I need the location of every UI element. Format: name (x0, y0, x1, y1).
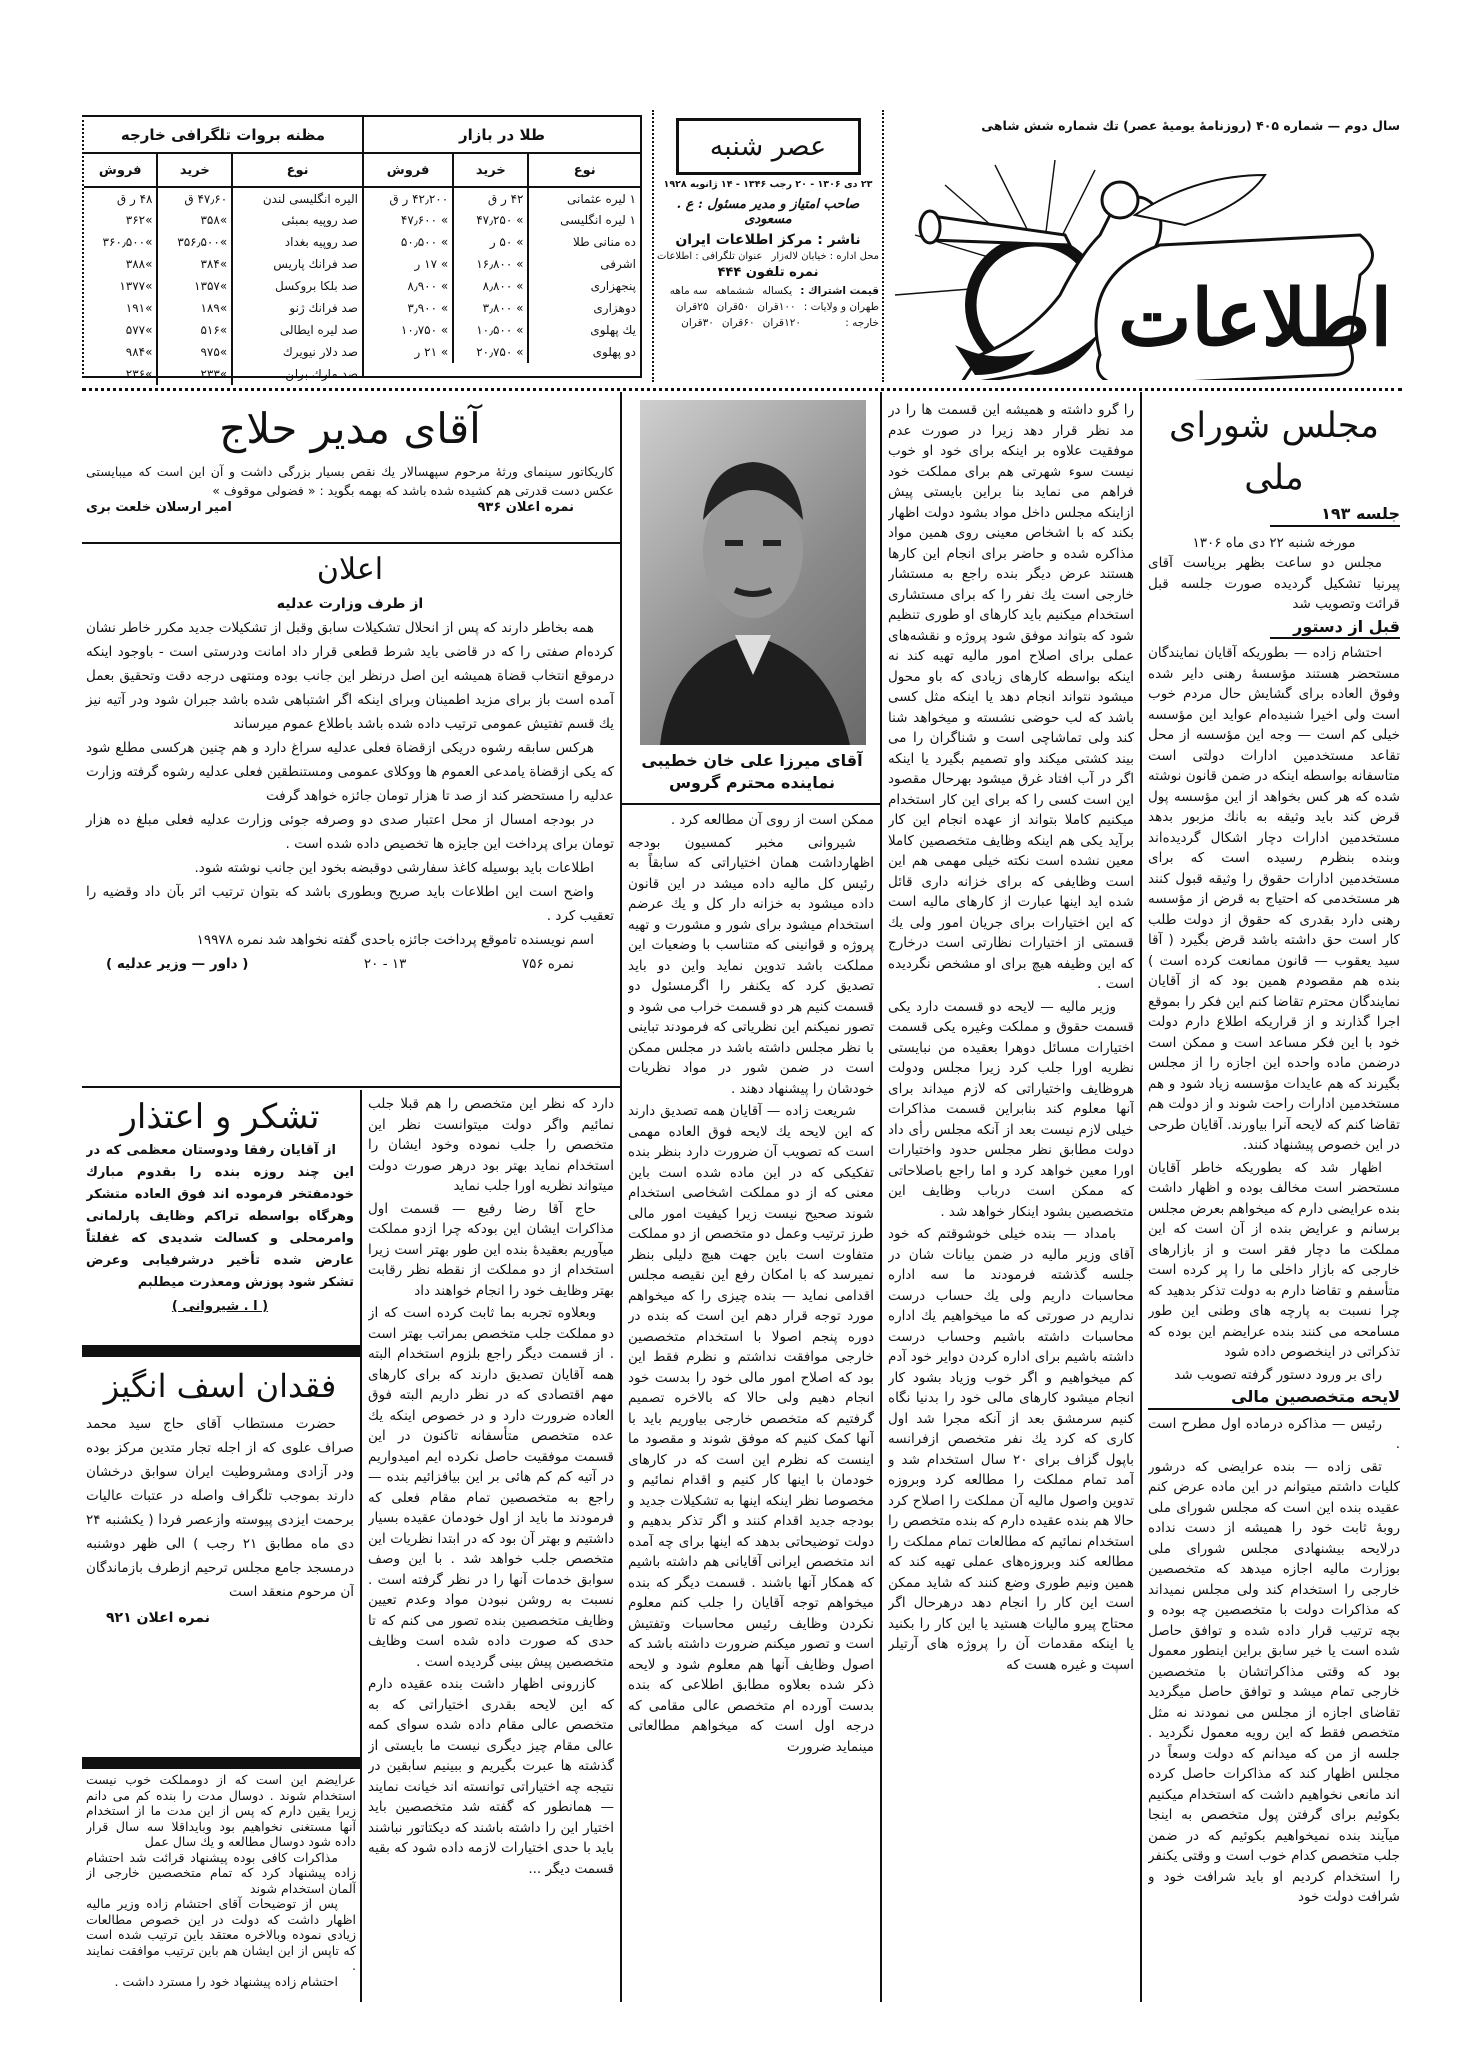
session-date: مورخه شنبه ۲۲ دی ماه ۱۳۰۶ (1192, 534, 1356, 551)
paragraph: وبعلاوه تجربه بما ثابت کرده است که از دو مملکت جلب متخصص بمراتب بهتر است . از قسمت دیگر راجع بلزوم استخدام البته همه آقایان تصدیق دارند که برای کارهای مهم اقتصادی که در نظر داریم البته فوق العاده ضرورت دارد و در خصوص اینکه یك عده متخصص متأسفانه تاکنون در این قسمت موفقیت حاصل نکرده ایم امیدواریم در آتیه کم کم هائی بر این بیافزائیم بنده — راجع به متخصصین تمام مقام فعلی که فرمودند ما باید از اول خودمان عقیده بسیار داشتیم و بهتر آن بود که در ابتدا نظریات این متخصص جلب خواهد شد . با این وصف سوابق خدمات آنها را در نظر گرفته است . نسبت به روشن نبودن مواد وعدم تعیین وظایف متخصصین بنده تصور می کنم که تا حدی که صورت داده شده است وظایف متخصصین پیش بینی گردیده است . (368, 1305, 614, 1670)
justice-announcement (86, 548, 614, 976)
hallaj-body: کاریکاتور سینمای ورثهٔ مرحوم سپهسالار یك نقص بسیار بزرگی داشت و آن این است که میبایستی عکس دست قدرتی هم کشیده شده باشد که بهمه بگوید : « فضولی موقوف » (86, 464, 614, 498)
table-row (84, 275, 362, 297)
subscription-prices (657, 283, 879, 331)
table-cell: »۹۷۵ (157, 341, 232, 363)
table-cell: ۴۲٫۲۰۰ ر ق (389, 191, 449, 206)
table-row (84, 231, 362, 253)
table-cell: »۹۸۴ (125, 345, 153, 359)
announcement-title: اعلان (316, 552, 384, 587)
table-cell: »۳۵۶٫۵۰۰ (157, 231, 232, 253)
table-row (364, 341, 640, 363)
thanks-title: تشکر و اعتذار (120, 1097, 320, 1137)
column-divider (880, 392, 882, 2002)
paragraph: تقی زاده — بنده عرایضی که درشور کلیات داشتم میتوانم در این ماده عرض کنم عقیده بنده این است که مجلس شورای ملی روبهٔ ثابت خود را همیشه از دست نداده درلایحه بیشنهادی مجلس شورای ملی بوزارت مالیه اجازه میدهد که متخصصین خارجی را استخدام کند ولی مجلس نمیداند که مذاکرات دولت با متخصصین چه بوده و بچه ترتیب قرار داده شده و توافق حاصل شده است یا خیر سابق براین اینطور معمول بود که وقتی مذاکراتشان با متخصصین خارجی تمام میشد و توافق حاصل میگردید تقاضای اجازه از مجلس می نمودند نه مثل متخصص فقط که این رویه معمول نگردید . جلسه از من که میدانم که دولت وسعاً در مجلس اظهار کند که مذاکرات حاصل کرده اند مانعی نخواهیم داشت که استخدام میکنیم بکوئیم برای گرفتن پول متخصص به اینجا میآیند بنده نمیخواهیم بکوئیم که در ضمن جلب متخصص کدام خوب است و وقتی یکنفر را استخدام کردیم او باید شرافت خود و شرافت دولت خود (1148, 1458, 1400, 1905)
table-row (84, 319, 362, 341)
table-cell: یك پهلوی (528, 319, 640, 341)
office-address: محل اداره : خیابان لاله‌زار (771, 251, 879, 262)
ad-number: نمره اعلان ۹۳۶ (477, 500, 574, 515)
signature: ( ا . شیروانی ) (171, 1299, 269, 1314)
ad-number: نمره اعلان ۹۲۱ (106, 1610, 210, 1626)
column-header: نوع (232, 153, 362, 187)
table-cell: صد فرانك پاریس (232, 253, 362, 275)
paragraph: اطلاعات باید بوسیله کاغذ سفارشی دوقبضه بخود این جانب نوشته شود. (194, 860, 594, 876)
paragraph: از آقایان رفقا ودوستان معظمی که در این چند روزه بنده را بقدوم مبارك خودمفتخر فرموده اند فوق العاده متشکر وهرگاه بواسطه تراکم وظایف پارلمانی وامرمحلی و کسالت شدیدی که غفلتاً عارض شده تأخیر درشرفیابی وعرض تشکر شود پوزش ومعذرت میطلبم (86, 1143, 354, 1290)
table-cell: » ۳٫۸۰۰ (453, 297, 528, 319)
phone-number: نمره تلفون ۴۴۴ (717, 265, 819, 280)
announcement-number: نمره ۷۵۶ (521, 956, 574, 972)
table-cell: صد مارك برلن (232, 363, 362, 385)
table-cell: الیره انگلیسی لندن (232, 187, 362, 209)
price: ۲۵قران (675, 301, 709, 313)
table-row (364, 275, 640, 297)
column-header: خرید (453, 153, 528, 187)
paragraph: در بودجه امسال از محل اعتبار صدی دو وصرفه جوئی وزارت عدلیه فعلی مبلغ ده هزار تومان برای پرداخت این جایزه ها تخصیص داده شده است . (86, 812, 614, 852)
signature: ( داور — وزیر عدلیه ) (106, 956, 249, 972)
table-cell: صد روپیه بمبئی (232, 209, 362, 231)
masthead-info (652, 110, 884, 382)
table-cell: »۳۶۰٫۵۰۰ (102, 235, 153, 249)
gold-table-title: طلا در بازار (364, 117, 640, 153)
obituary-title: فقدان اسف انگیز (103, 1367, 337, 1405)
table-cell: »۱۹۱ (125, 301, 153, 315)
majlis-article (1148, 400, 1400, 2000)
header-divider (82, 388, 1402, 392)
table-cell: »۱۳۵۷ (157, 275, 232, 297)
table-row (84, 341, 362, 363)
issue-line: سال دوم — شماره ۴۰۵ (روزنامهٔ یومیهٔ عصر) تك شماره شش شاهی (981, 118, 1400, 133)
subheading: لایحه متخصصین مالی (1148, 1387, 1400, 1410)
section-divider (82, 1757, 360, 1769)
paragraph: احتشام زاده — بطوریکه آقایان نمایندگان مستحضر هستند مؤسسهٔ رهنی دایر شده وفوق العاده برای گشایش حال مردم خوب است ولی اخیرا شنیده‌ام عواید این مؤسسه خیلی کم است — وجه این مؤسسه از محل تقاعد مستخدمین ادارات دولتی است متاسفانه بواسطه اینکه در ضمن قانون نوشته شده که هر کس بخواهد از این مؤسسه پول قرض کند باید وثیقه به بانك مزبور بدهد مستخدمین ادارات دچار اشکال گردیده‌اند وبنده بنظرم رسیده است که برای مستخدمین ادارات حقوق را وثیقه قبول کنند هر مستخدمی که احتیاج به قرض از مؤسسه رهنی دارد بقدری که حقوق از دولت طلب کار است حق داشته باشد قرض بگیرد ( آقا سید یعقوب — قانون ممانعت کرده است ) بنده هم مقصودم همین بود که از آقایان نمایندگان محترم تقاضا کنم این فکر را بموقع اجرا گذارند و از قراریکه اطلاع دارم دولت خود با این فکر مساعد است و ممکن است درضمن ماده واحده این اجازه را از مجلس بگیرند که هم عایدات مؤسسه زیاد شود و هم مستخدمین ادارات راحت شوند و از دولت هم تقاضا کنم که لایحه آنرا بیاورند. آقایان طرحی در این خصوص پیشنهاد کنند. (1148, 645, 1400, 1153)
table-cell: » ۸٫۸۰۰ (453, 275, 528, 297)
period: یکساله (762, 285, 793, 297)
table-row (364, 209, 640, 231)
period: سه ماهه (669, 285, 708, 297)
table-cell: » ۲۱ ر (414, 345, 449, 359)
table-row (84, 187, 362, 209)
paragraph: هرکس سابقه رشوه دریکی ازقضاة فعلی عدلیه سراغ دارد و هم چنین هرکسی مطلع شود که یکی ازقضاة یامدعی العموم ها ووکلای عمومی ومستنطقین فعلی عدلیه رشوه گرفته وزارت عدلیه را مستحضر کند از صد تا هزار تومان جائزه خواهد گرفت (86, 740, 614, 804)
table-cell: پنجهزاری (528, 275, 640, 297)
table-row (364, 187, 640, 209)
table-cell: » ۴۷٫۲۵۰ (453, 209, 528, 231)
table-cell: »۳۵۸ (157, 209, 232, 231)
paragraph: حاج آقا رضا رفیع — قسمت اول مذاکرات ایشان این بودکه چرا ازدو مملکت میآوریم بعقیدهٔ بنده این طور بهتر است زیرا استخدام از دو مملکت از نقطه نظر رقابت بهتر وظایف خود را انجام خواهند داد (368, 1200, 614, 1299)
paragraph: همه بخاطر دارند که پس از انحلال تشکیلات سابق وقبل از تشکیلات جدید مکرر خاطر نشان کرده‌ام صفتی را که در قاضی باید شرط قطعی قرار داد امانت ودرستی است - باوجود اینکه درموقع انتخاب قضاة همیشه این اصل درنظر این جانب بوده ومنتهی درجه دقت وتحقیق بعمل آمده است باز برای مزید اطمینان وبرای اینکه اگر اشتباهی شده باشد جبران شود ودر آتیه نیز یك قسم تفتیش عمومی ترتیب داده شده باشد باطلاع عموم میرساند (86, 620, 614, 732)
table-cell: ۴۲ ر ق (453, 187, 528, 209)
table-cell: ده منانی طلا (528, 231, 640, 253)
table-cell: » ۱۶٫۸۰۰ (453, 253, 528, 275)
price: ۶۰قران (721, 317, 755, 329)
portrait-photo (640, 400, 866, 745)
caption-divider (622, 803, 880, 805)
obituary-notice (86, 1360, 354, 1760)
hallaj-letter (86, 396, 614, 515)
table-row (364, 297, 640, 319)
price: ۳۰قران (681, 317, 714, 329)
experts-debate-continued (86, 1772, 356, 2044)
date-line: ۲۳ دی ۱۳۰۶ - ۲۰ رجب ۱۳۴۶ - ۱۴ ژانویه ۱۹۲۸ (663, 179, 873, 190)
table-cell: »۱۳۷۷ (119, 279, 153, 293)
table-cell: » ۲۰٫۷۵۰ (453, 341, 528, 363)
table-cell: » ۵۰٫۵۰۰ (400, 235, 449, 249)
table-cell: »۲۳۳ (157, 363, 232, 385)
paragraph: اسم نویسنده تاموقع پرداخت جائزه باحدی گفته نخواهد شد نمره ۱۹۹۷۸ (196, 932, 594, 948)
fx-table (84, 117, 362, 381)
table-cell: اشرفی (528, 253, 640, 275)
price: ۵۰قران (716, 301, 750, 313)
paragraph: شیروانی مخبر کمسیون بودجه اظهارداشت همان اختیاراتی که سابقاً به رئیس کل مالیه داده میشد در این قانون داده میشود به خزانه دار کل و یك عرضم استخدام میشود برای شور و مشورت و تهیه پروژه و قوانینی که متناسب با وضعیات این مملکت باشد تدوین نماید واین دو باید تصدیق کرد که یکنفر را اگرمسئول دو قسمت کنیم هر دو قسمت خراب می شود و تصور نمیکنم این نظریاتی که فرمودند تباینی با نظر مجلس داشته باشد در مجلس ممکن است در ضمن شور در مواد نظریات خودشان را پیشنهاد دهند . (628, 834, 874, 1097)
section-divider (82, 1345, 360, 1357)
period: ششماهه (715, 285, 755, 297)
table-cell: صد فرانك ژنو (232, 297, 362, 319)
office-line (657, 251, 879, 262)
price: ۱۰۰قران (757, 301, 796, 313)
day-box: عصر شنبه (676, 118, 861, 175)
telegraph-address: عنوان تلگرافی : اطلاعات (657, 251, 763, 262)
table-cell: » ۱۷ ر (414, 257, 449, 271)
column-divider (1140, 392, 1142, 2002)
table-cell: » ۴۷٫۶۰۰ (400, 213, 449, 227)
table-cell: صد بلکا بروکسل (232, 275, 362, 297)
table-cell: » ۳٫۹۰۰ (407, 301, 449, 315)
table-cell: ۴۸ ر ق (116, 191, 153, 206)
price: ۱۲۰قران (762, 317, 801, 329)
table-cell: »۵۷۷ (125, 323, 153, 337)
gold-table (362, 117, 640, 376)
column-header: فروش (364, 153, 453, 187)
paragraph: شریعت زاده — آقایان همه تصدیق دارند که این لایحه یك لایحه فوق العاده مهمی است که تصویب آن ضرورت دارد بنظر بنده تفکیکی که در این ماده شده است باین معنی که از دو مملکت اشخاصی استخدام شوند صحیح نیست زیرا کیفیت امور مالی طرز ترتیب وعمل دو متخصص از دو مملکت متفاوت است باین جهت هیچ دلیلی بنظر نمیرسد که با امکان رفع این نقیصه مجلس اقدامی نماید — بنده چیزی را که میخواهم مورد توجه قرار دهم این است که بنده در دوره پنجم اصولا با استخدام متخصصین خارجی موافقت نداشتم و نظرم فقط این بود که اصلاح امور مالی خود را بدست خود انجام دهیم ولی حالا که بالاخره تصمیم گرفتیم که متخصص خارجی بیاوریم باید با آنها کمک کنیم که موفق شوند و مقصود ما اینست که نظرم این است که در کارهای خودمان با اینها کار کنیم و اقدام نمائیم و مخصوصا نظر اینکه اینها به تشکیلات جدید و بودجه جدید اقدام کنند و اگر تذکر بدهیم و دولت توضیحاتی بدهد که اینها برای چه آمده اند متخصص ایرانی آقایانی هم داشته باشیم که همکار آنها باشند . قسمت دیگر که بنده میخواهم توجه آقایان را جلب کنم معلوم نکردن وظایف رئیس محاسبات وتفتیش است و تصور میکنم ضرورت داشته باشد که اصول وظایف آنها هم معلوم شود و لایحه ذکر شده بعلاوه مطابق اطلاعی که بنده بدست آورده ام متخصص عالی مقامی که درجه اول است که میخواهم مطالعاتی مینماید ضرورت (628, 1103, 874, 1755)
owner-line: صاحب امتیاز و مدیر مسئول : ع . مسعودی (676, 197, 860, 227)
table-row (364, 319, 640, 341)
experts-debate-column (368, 1094, 614, 2000)
paragraph: احتشام زاده پیشنهاد خود را مسترد داشت . (114, 1973, 338, 1989)
table-cell: دو پهلوی (528, 341, 640, 363)
subheading: قبل از دستور (1270, 617, 1400, 640)
market-tables (82, 115, 642, 381)
paragraph: مجلس دو ساعت بظهر بریاست آقای پیرنیا تشکیل گردیده صورت جلسه قبل قرائت وتصویب شد (1148, 555, 1400, 612)
paragraph: رای بر ورود دستور گرفته تصویب شد (1174, 1366, 1382, 1383)
portrait-icon (640, 400, 866, 745)
table-cell: » ۱۰٫۷۵۰ (400, 323, 449, 337)
region: خارجه : (845, 317, 879, 329)
hallaj-title: آقای مدیر حلاج (219, 404, 481, 453)
table-cell: صد لیره ایطالی (232, 319, 362, 341)
paragraph: واضح است این اطلاعات باید صریح وبطوری باشد که بتوان ترتیب اثر بآن داد وقضیه را تعقیب کرد . (86, 884, 614, 924)
table-cell: »۵۱۶ (157, 319, 232, 341)
publisher-line: ناشر : مرکز اطلاعات ایران (675, 232, 861, 248)
section-divider (82, 542, 620, 544)
table-row (84, 253, 362, 275)
paragraph: مذاکرات کافی بوده پیشنهاد قرائت شد احتشام زاده پیشنهاد کرد که تمام متخصصین خارجی از آلمان استخدام شوند (86, 1849, 356, 1896)
table-cell: » ۸٫۹۰۰ (407, 279, 449, 293)
table-cell: »۱۸۹ (157, 297, 232, 319)
paragraph: حضرت مستطاب آقای حاج سید محمد صراف علوی که از اجله تجار متدین مرکز بوده ودر آزادی ومشروطیت ایران سوابق درخشان دارند بموجب تلگراف واصله در عتبات عالیات برحمت ایزدی پیوسته وازعصر فردا ( یکشنبه ۲۴ دی ماه مطابق ۲۱ رجب ) الی ظهر دوشنبه درمسجد جامع مجلس ترحیم ازطرف بازماندگان آن مرحوم منعقد است (86, 1416, 354, 1600)
table-cell: » ۵۰ ر (453, 231, 528, 253)
photo-caption (628, 750, 876, 794)
table-row (364, 253, 640, 275)
column-header: فروش (84, 153, 157, 187)
table-row (84, 297, 362, 319)
paragraph: کازرونی اظهار داشت بنده عقیده دارم که این لایحه بقدری اختیاراتی که به متخصص عالی مقام داده شده سوای کمه عالی مقام چیز دیگری نیست ما بایستی از گذشته ها عبرت بگیریم و ببینیم سابقین در نتیجه چه اختیاراتی توانسته اند خیانت نمایند — همانطور که گفته شد متخصصین باید اختیار این را داشته باشند که دیکتاتور نباشند باید با حدی اختیارات لازمه داده شود که بقیه قسمت دیگر ... (368, 1676, 614, 1877)
table-cell: ۱ لیره عثمانی (528, 187, 640, 209)
paragraph: بامداد — بنده خیلی خوشوقتم که خود آقای وزیر مالیه در ضمن بیانات شان در جلسه گذشته فرمودند ما سه اداره محاسبات داریم ولی یك حساب درست نداریم در صورتی که ما میخواهیم یك اداره محاسبات داشته باشیم وحساب درست داشته باشیم برای اداره کردن دوایر خود آدم کم میخواهیم و اگر خوب وزیاد بشود کار انجام میشود کارهای مالی خود را بدنیا نگاه کنیم سرمشق بعد از آنکه مجرا شد اول کاری که کرد یك نفر متخصص ازفرانسه باپول گزاف برای ۲۰ سال استخدام شد و آمد تمام مملکت را مطالعه کرد وبروزه تدوین واصول مالیه آن مملکت را اصلاح کرد حالا هم بنده عقیده دارم که بنده متخصص را استخدام نمائیم که مطالعات تمام مملکت را مطالعه کند وبروزه‌های عملی تهیه کند که همین ونیم طوری وضع کنند که شاید ممکن است این کار را انجام دهد درهرحال اگر محتاج پیرو مالیات هستید یا این کار را بکنید یا اینکه مقدمات آن را پروژه های آرتیلر اسپت و غیره هست که (888, 1226, 1134, 1673)
table-cell: ۴۷٫۶۰ ق (157, 187, 232, 209)
budget-debate-column (628, 810, 874, 2000)
paragraph: ممکن است از روی آن مطالعه کرد . (670, 812, 874, 828)
table-row (84, 209, 362, 231)
table-cell: »۳۸۴ (157, 253, 232, 275)
table-cell: » ۱۰٫۵۰۰ (453, 319, 528, 341)
caption-title: نماینده محترم گروس (668, 773, 836, 792)
paragraph: وزیر مالیه — لایحه دو قسمت دارد یکی قسمت حقوق و مملکت وغیره یکی قسمت اختیارات مسائل دوهرا بعقیده من نبایستی نظریه اورا جلب کرد زیرا مجلس ودولت هروظایف واختیاراتی که لازم میداند برای آنها معلوم کند بنابراین قسمت مذاکرات خیلی لازم نیست بعد از آنکه مجلس رأی داد دولت مطابق نظر مجلس حدود واختیارات اورا معین خواهد کرد و اما راجع باصلاحاتی که ممکن است درباب وظایف این متخصصین بشود اینکار خواهد شد . (888, 998, 1134, 1220)
announcement-date: ۱۳ - ۲۰ (363, 956, 407, 972)
table-row (364, 231, 640, 253)
column-header: نوع (528, 153, 640, 187)
thanks-notice (86, 1094, 354, 1344)
hallaj-footer (86, 500, 614, 515)
table-cell: »۳۸۸ (125, 257, 153, 271)
column-divider (620, 392, 622, 2002)
signature: امیر ارسلان خلعت بری (86, 500, 232, 515)
paragraph: را گرو داشته و همیشه این قسمت ها را در مد نظر قرار دهد زیرا در صورت عدم موفقیت علاوه بر اینکه برای خود او خوب نیست سوء شهرتی هم برای مملکت خود فراهم می نماید بنا براین بایستی پیش ازاینکه مجلس داخل مواد بشود دولت اظهار بکند که با اشخاص معینی روی همین مواد مذاکره شده و حاضر برای انجام این کارها هستند عرض دیگر بنده راجع به مستشار خارجی است یك نفر را که برای مستشاری استخدام میکنیم باید کارهای او طوری تنظیم شود که بتواند موفق شود پروژه و نقشه‌های عملی برای اصلاح امور مالیه تهیه کند نه اینکه بواسطه کارهای زیادی که باو محول میشود نتواند انجام دهد یا اینکه مثل کسی باشد که لب حوضی نشسته و میخواهد شنا کند ولی تماشاچی است و شناگران را می بیند کشتی میکند واو تصمیم بگیرد یا اینکه اگر در آب افتاد غرق میشود بهرحال مقصود این است کسی را که برای این کار استخدام میکنیم کاملا بتواند از عهده انجام این کار برآید یکی هم اینکه وظایف متخصصین کاملا معین نشده است نکته خیلی مهمی هم این است وظایفی که برای خزانه داری قائل شده اید اینها عبارت از کارهای مالیه است که این اختیارات برای جریان امور ولی یك قسمتی از اختیارات نظارتی است درخارج که این وظیفه هیچ برای او مشخص نگردیده است . (888, 402, 1134, 992)
caption-name: آقای میرزا علی خان خطیبی (641, 751, 863, 770)
table-cell: صد دلار نیویرك (232, 341, 362, 363)
table-cell: صد روپیه بغداد (232, 231, 362, 253)
region: طهران و ولایات : (803, 301, 879, 313)
table-cell: ۱ لیره انگلیسی (528, 209, 640, 231)
session-number: جلسه ۱۹۳ (1270, 504, 1400, 527)
subscription-label: قیمت اشتراك : (800, 285, 879, 297)
paragraph: رئیس — مذاکره درماده اول مطرح است . (1148, 1415, 1400, 1452)
column-divider (360, 1090, 362, 2002)
herald-angel-icon (885, 145, 1400, 380)
section-divider (82, 1086, 620, 1088)
table-row (84, 363, 362, 385)
table-cell: دوهزاری (528, 297, 640, 319)
majlis-continued-column (888, 400, 1134, 2000)
majlis-title: مجلس شورای ملی (1168, 406, 1380, 498)
ettelaat-logo (885, 145, 1400, 380)
announcement-subtitle: از طرف وزارت عدلیه (276, 596, 424, 612)
logo-text: اطلاعات (1117, 273, 1393, 364)
table-cell: »۳۶۲ (125, 213, 153, 227)
paragraph: دارد که نظر این متخصص را هم قبلا جلب نمائیم واگر دولت میتوانست نظر این متخصص را جلب نموده وخود ایشان را استخدام نماید بهتر بود درهر صورت دولت میتواند نظریه اورا جلب نماید (368, 1096, 614, 1194)
table-cell: »۲۳۶ (125, 367, 153, 381)
announcement-footer (86, 952, 614, 976)
column-header: خرید (157, 153, 232, 187)
fx-table-title: مظنه بروات تلگرافی خارجه (84, 117, 362, 153)
paragraph: پس از توضیحات آقای احتشام زاده وزیر مالیه اظهار داشت که دولت در این خصوص مطالعات زیادی نموده وبالاخره معتقد باین ترتیب شده است که تاپس از این ایشان هم باین ترتیب موافقت نمایند . (86, 1896, 356, 1973)
paragraph: عرایضم این است که از دومملکت خوب نیست استخدام شوند . دوسال مدت را بنده کم می دانم زیرا یقین دارم که پس از این مدت ما از استخدام آنها مستغنی نخواهیم بود وبایداقلا سه سال قرار داده شود دوسال مطالعه و یك سال عمل (86, 1772, 356, 1849)
paragraph: اظهار شد که بطوریکه خاطر آقایان مستحضر است مخالف بوده و اظهار داشت بنده عرایضی دارم که میخواهم بعرض مجلس برسانم و عرایض بنده از آن است که این مملکت ما دچار فقر است و از بازارهای خارجی که بازار داخلی ما را پر کرده است متأسفم و تقاضا دارم به دولت تذکر بدهید که چرا نسبت به پارچه های وطنی این طور مسامحه می کنند بنده عرایضم این بوده که تذکراتی در اینخصوص داده شود (1148, 1159, 1400, 1360)
